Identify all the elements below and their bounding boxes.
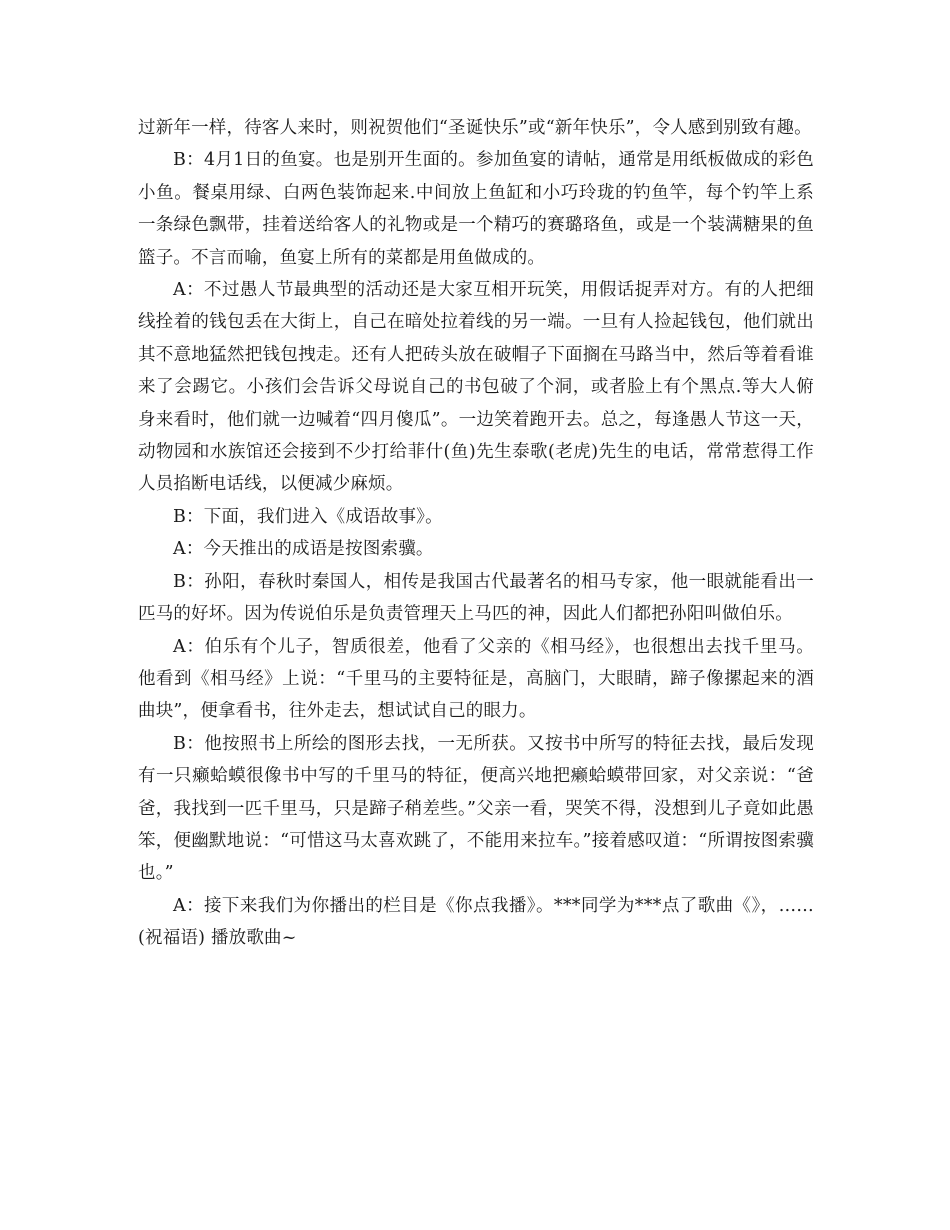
paragraph-2: B：4月1日的鱼宴。也是别开生面的。参加鱼宴的请帖，通常是用纸板做成的彩色小鱼。餐桌用绿、白两色装饰起来.中间放上鱼缸和小巧玲珑的钓鱼竿，每个钓竿上系一条绿色飘带，挂着送给客人的礼物或是一个精巧的赛璐珞鱼，或是一个装满糖果的鱼篮子。不言而喻，鱼宴上所有的菜都是用鱼做成的。 bbox=[138, 150, 814, 268]
document-body bbox=[138, 112, 814, 955]
paragraph-4: B：下面，我们进入《成语故事》。 bbox=[173, 506, 443, 527]
paragraph-6: B：孙阳，春秋时秦国人，相传是我国古代最著名的相马专家，他一眼就能看出一匹马的好坏。因为传说伯乐是负责管理天上马匹的神，因此人们都把孙阳叫做伯乐。 bbox=[138, 571, 814, 625]
paragraph-7: A：伯乐有个儿子，智质很差，他看了父亲的《相马经》，也很想出去找千里马。他看到《相马经》上说：“千里马的主要特征是，高脑门，大眼睛，蹄子像摞起来的酒曲块”，便拿看书，往外走去，想试试自己的眼力。 bbox=[138, 636, 814, 722]
paragraph-8: B：他按照书上所绘的图形去找，一无所获。又按书中所写的特征去找，最后发现有一只癞蛤蟆很像书中写的千里马的特征，便高兴地把癞蛤蟆带回家，对父亲说：“爸爸，我找到一匹千里马，只是蹄子稍差些。”父亲一看，哭笑不得，没想到儿子竟如此愚笨，便幽默地说：“可惜这马太喜欢跳了，不能用来拉车。”接着感叹道：“所谓按图索骥也。” bbox=[138, 733, 814, 884]
paragraph-3: A：不过愚人节最典型的活动还是大家互相开玩笑，用假话捉弄对方。有的人把细线拴着的钱包丢在大街上，自己在暗处拉着线的另一端。一旦有人捡起钱包，他们就出其不意地猛然把钱包拽走。还有人把砖头放在破帽子下面搁在马路当中，然后等着看谁来了会踢它。小孩们会告诉父母说自己的书包破了个洞，或者脸上有个黑点.等大人俯身来看时，他们就一边喊着“四月傻瓜”。一边笑着跑开去。总之，每逢愚人节这一天，动物园和水族馆还会接到不少打给菲什(鱼)先生泰歌(老虎)先生的电话，常常惹得工作人员掐断电话线，以便减少麻烦。 bbox=[138, 280, 814, 495]
paragraph-9: A：接下来我们为你播出的栏目是《你点我播》。***同学为***点了歌曲《》，……(祝福语) 播放歌曲~ bbox=[138, 895, 814, 949]
paragraph-5: A：今天推出的成语是按图索骥。 bbox=[173, 539, 434, 560]
paragraph-1: 过新年一样，待客人来时，则祝贺他们“圣诞快乐”或“新年快乐”，令人感到别致有趣。 bbox=[138, 118, 812, 138]
